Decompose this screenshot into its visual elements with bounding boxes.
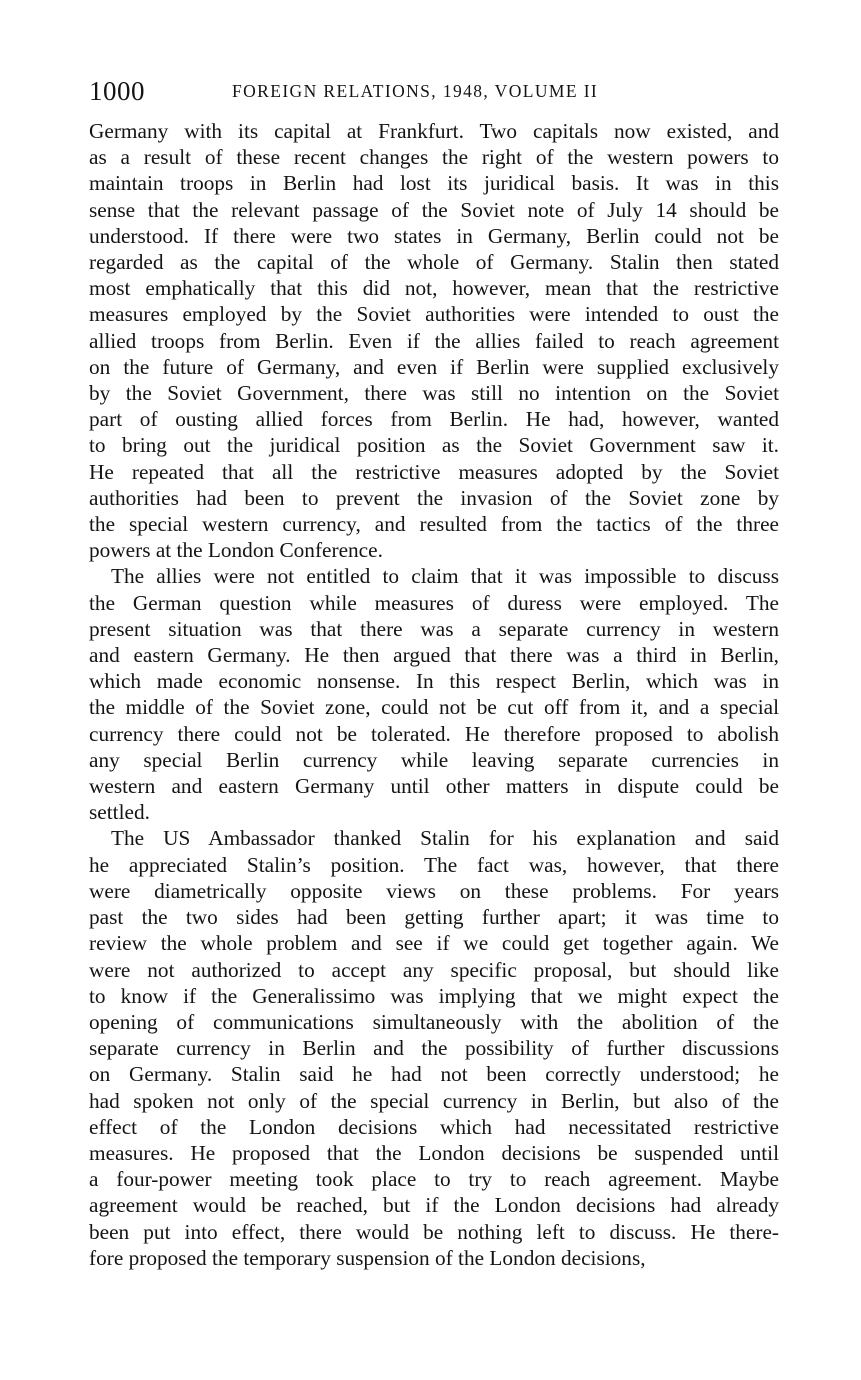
text-line: the special western currency, and resulted from the tactics of the three: [89, 512, 779, 537]
text-line: He repeated that all the restrictive measures adopted by the Soviet: [89, 459, 779, 484]
text-line: any special Berlin currency while leaving separate currencies in: [89, 747, 779, 772]
text-line: were diametrically opposite views on these problems. For years: [89, 878, 779, 903]
text-line: maintain troops in Berlin had lost its juridical basis. It was in this: [89, 171, 779, 196]
text-line: and eastern Germany. He then argued that there was a third in Berlin,: [89, 643, 779, 668]
text-line: allied troops from Berlin. Even if the allies failed to reach agreement: [89, 328, 779, 353]
running-title: FOREIGN RELATIONS, 1948, VOLUME II: [232, 81, 599, 101]
text-line: authorities had been to prevent the invasion of the Soviet zone by: [89, 485, 779, 510]
paragraph: [89, 825, 779, 1270]
text-line: opening of communications simultaneously with the abolition of the: [89, 1009, 779, 1034]
text-line: present situation was that there was a separate currency in western: [89, 616, 779, 641]
text-line: were not authorized to accept any specific proposal, but should like: [89, 957, 779, 982]
text-line: powers at the London Conference.: [89, 538, 383, 563]
text-line: as a result of these recent changes the right of the western powers to: [89, 145, 779, 170]
text-line: western and eastern Germany until other matters in dispute could be: [89, 774, 779, 799]
page-number: 1000: [89, 76, 145, 106]
text-line: the German question while measures of duress were employed. The: [89, 590, 779, 615]
text-line: been put into effect, there would be nothing left to discuss. He there-: [89, 1219, 779, 1244]
text-line: settled.: [89, 800, 150, 825]
text-line: regarded as the capital of the whole of Germany. Stalin then stated: [89, 250, 779, 275]
paragraph: [89, 563, 779, 825]
body-text: [89, 118, 779, 1271]
text-line: on Germany. Stalin said he had not been correctly understood; he: [89, 1062, 779, 1087]
running-head: [89, 74, 779, 108]
text-line: fore proposed the temporary suspension of the London decisions,: [89, 1245, 646, 1270]
text-line: review the whole problem and see if we could get together again. We: [89, 931, 779, 956]
text-line: sense that the relevant passage of the Soviet note of July 14 should be: [89, 197, 779, 222]
text-line: The allies were not entitled to claim that it was impossible to discuss: [111, 564, 779, 589]
text-line: agreement would be reached, but if the London decisions had already: [89, 1193, 779, 1218]
text-line: a four-power meeting took place to try to reach agreement. Maybe: [89, 1167, 779, 1192]
text-line: currency there could not be tolerated. He therefore proposed to abolish: [89, 721, 779, 746]
text-line: part of ousting allied forces from Berlin. He had, however, wanted: [89, 407, 779, 432]
text-line: measures employed by the Soviet authorities were intended to oust the: [89, 302, 779, 327]
paragraph: [89, 118, 779, 563]
text-line: The US Ambassador thanked Stalin for his explanation and said: [111, 826, 779, 851]
text-line: on the future of Germany, and even if Berlin were supplied exclusively: [89, 354, 779, 379]
text-line: to know if the Generalissimo was implying that we might expect the: [89, 983, 779, 1008]
text-line: Germany with its capital at Frankfurt. Two capitals now existed, and: [89, 119, 779, 143]
text-line: to bring out the juridical position as the Soviet Government saw it.: [89, 433, 779, 458]
text-line: understood. If there were two states in Germany, Berlin could not be: [89, 223, 779, 248]
text-line: past the two sides had been getting further apart; it was time to: [89, 905, 779, 930]
text-line: measures. He proposed that the London decisions be suspended until: [89, 1140, 779, 1165]
text-line: separate currency in Berlin and the possibility of further discussions: [89, 1036, 779, 1061]
text-line: effect of the London decisions which had necessitated restrictive: [89, 1114, 779, 1139]
text-line: the middle of the Soviet zone, could not be cut off from it, and a special: [89, 695, 779, 720]
text-line: which made economic nonsense. In this respect Berlin, which was in: [89, 669, 779, 694]
text-line: by the Soviet Government, there was still no intention on the Soviet: [89, 381, 779, 406]
text-line: he appreciated Stalin’s position. The fact was, however, that there: [89, 852, 779, 877]
text-line: most emphatically that this did not, however, mean that the restrictive: [89, 276, 779, 301]
text-line: had spoken not only of the special currency in Berlin, but also of the: [89, 1088, 779, 1113]
